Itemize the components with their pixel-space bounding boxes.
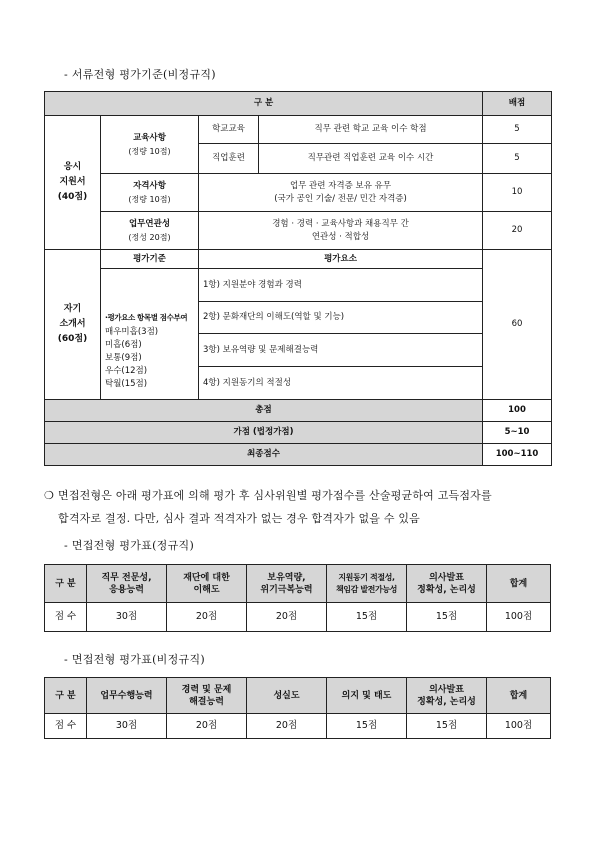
- col-header: 의사발표 정확성, 논리성: [407, 678, 487, 714]
- score-cell: 30점: [87, 603, 167, 632]
- relevance-desc: 경험 · 경력 · 교육사항과 채용직무 간 연관성 · 적합성: [199, 212, 483, 250]
- table-row: [45, 174, 552, 212]
- criteria-item: 탁월(15점): [105, 379, 148, 389]
- bonus-label: 가점 (법정가점): [45, 422, 483, 444]
- document-screening-table: [44, 91, 552, 466]
- score-relevance: 20: [483, 212, 552, 250]
- score-qualification: 10: [483, 174, 552, 212]
- education-type-school: 학교교육: [199, 116, 259, 144]
- education-criterion: 교육사항 (정량 10점): [101, 116, 199, 174]
- score-school: 5: [483, 116, 552, 144]
- score-cell: 20점: [247, 714, 327, 739]
- applicant-category: 응시 지원서 (40점): [45, 116, 101, 250]
- education-desc-school: 직무 관련 학교 교육 이수 학점: [259, 116, 483, 144]
- score-intro: 60: [483, 250, 552, 400]
- table-row: [45, 269, 552, 302]
- final-row: [45, 444, 552, 466]
- qualification-desc: 업무 관련 자격증 보유 유무 (국가 공인 기술/ 전문/ 민간 자격증): [199, 174, 483, 212]
- table-row: [45, 212, 552, 250]
- col-header: 성실도: [247, 678, 327, 714]
- element-item: 1항) 지원분야 경험과 경력: [199, 269, 483, 302]
- table-header-row: [45, 92, 552, 116]
- table-header-row: [45, 565, 551, 603]
- table-header-row: [45, 678, 551, 714]
- table-row: [45, 116, 552, 144]
- score-vocational: 5: [483, 144, 552, 174]
- score-cell: 100점: [487, 714, 551, 739]
- col-header: 재단에 대한 이해도: [167, 565, 247, 603]
- score-cell: 100점: [487, 603, 551, 632]
- elements-header: 평가요소: [199, 250, 483, 269]
- col-header: 지원동기 적절성, 책임감 발전가능성: [327, 565, 407, 603]
- col-header: 보유역량, 위기극복능력: [247, 565, 327, 603]
- col-header: 의사발표 정확성, 논리성: [407, 565, 487, 603]
- col-header: 직무 전문성, 응용능력: [87, 565, 167, 603]
- score-cell: 15점: [327, 603, 407, 632]
- score-cell: 30점: [87, 714, 167, 739]
- qualification-criterion: 자격사항 (정량 10점): [101, 174, 199, 212]
- criteria-item: 보통(9점): [105, 353, 142, 363]
- col-header: 합계: [487, 678, 551, 714]
- criteria-title: ·평가요소 항목별 점수부여: [105, 313, 188, 322]
- row-label: 점 수: [45, 603, 87, 632]
- col-header: 업무수행능력: [87, 678, 167, 714]
- interview-note: [44, 484, 564, 530]
- score-cell: 15점: [407, 603, 487, 632]
- table-row: [45, 714, 551, 739]
- note-bullet-icon: ❍: [44, 489, 55, 502]
- element-item: 4항) 지원동기의 적절성: [199, 367, 483, 400]
- total-label: 총점: [45, 400, 483, 422]
- table-row: [45, 603, 551, 632]
- score-cell: 15점: [327, 714, 407, 739]
- header-score: 배점: [483, 92, 552, 116]
- element-item: 3항) 보유역량 및 문제해결능력: [199, 334, 483, 367]
- final-label: 최종점수: [45, 444, 483, 466]
- criteria-header: 평가기준: [101, 250, 199, 269]
- score-cell: 20점: [167, 714, 247, 739]
- score-cell: 20점: [167, 603, 247, 632]
- criteria-scale: [101, 269, 199, 400]
- header-category: 구 분: [45, 92, 483, 116]
- col-header: 구 분: [45, 678, 87, 714]
- col-header: 구 분: [45, 565, 87, 603]
- section-title-document-screening: - 서류전형 평가기준(비정규직): [64, 68, 216, 81]
- score-cell: 15점: [407, 714, 487, 739]
- total-score: 100: [483, 400, 552, 422]
- criteria-item: 우수(12점): [105, 366, 148, 376]
- note-line-2: 합격자로 결정. 다만, 심사 결과 적격자가 없는 경우 합격자가 없을 수 있음: [58, 512, 421, 525]
- criteria-item: 미흡(6점): [105, 340, 142, 350]
- education-desc-vocational: 직무관련 직업훈련 교육 이수 시간: [259, 144, 483, 174]
- total-row: [45, 400, 552, 422]
- education-type-vocational: 직업훈련: [199, 144, 259, 174]
- criteria-item: 매우미흡(3점): [105, 327, 159, 337]
- score-cell: 20점: [247, 603, 327, 632]
- intro-category: 자기 소개서 (60점): [45, 250, 101, 400]
- col-header: 합계: [487, 565, 551, 603]
- bonus-score: 5~10: [483, 422, 552, 444]
- table-row: [45, 250, 552, 269]
- section-title-interview-nonregular: - 면접전형 평가표(비정규직): [64, 653, 205, 666]
- bonus-row: [45, 422, 552, 444]
- interview-table-regular: [44, 564, 551, 632]
- section-title-interview-regular: - 면접전형 평가표(정규직): [64, 539, 195, 552]
- final-score: 100~110: [483, 444, 552, 466]
- element-item: 2항) 문화재단의 이해도(역할 및 기능): [199, 302, 483, 334]
- note-line-1: 면접전형은 아래 평가표에 의해 평가 후 심사위원별 평가점수를 산술평균하여 고득점자를: [58, 489, 492, 502]
- col-header: 경력 및 문제 해결능력: [167, 678, 247, 714]
- col-header: 의지 및 태도: [327, 678, 407, 714]
- relevance-criterion: 업무연관성 (정성 20점): [101, 212, 199, 250]
- interview-table-nonregular: [44, 677, 551, 739]
- row-label: 점 수: [45, 714, 87, 739]
